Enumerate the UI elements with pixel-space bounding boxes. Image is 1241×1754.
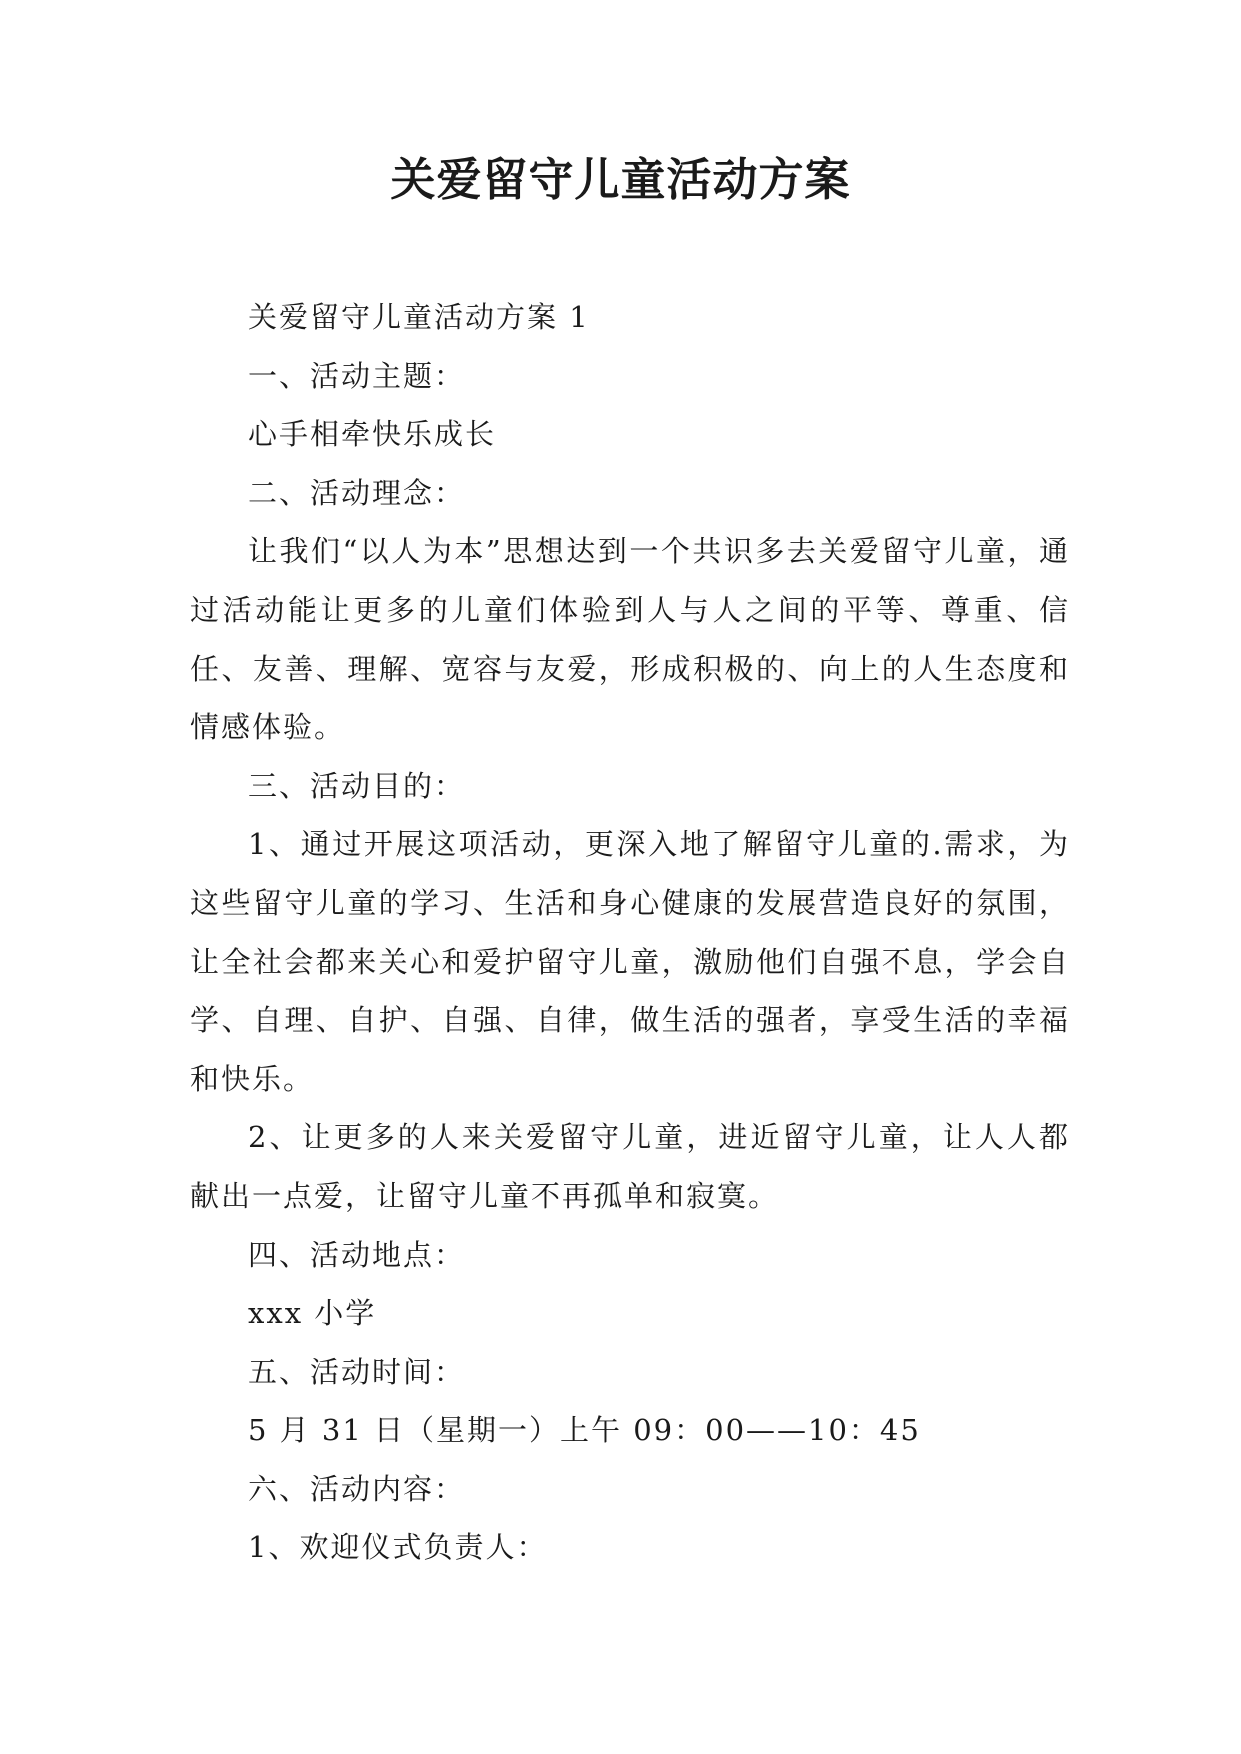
paragraph-content-1: 1、欢迎仪式负责人： bbox=[248, 1530, 548, 1565]
paragraph-purpose-1: 1、通过开展这项活动，更深入地了解留守儿童的.需求，为这些留守儿童的学习、生活和身心健康的发展营造良好的氛围，让全社会都来关心和爱护留守儿童，激励他们自强不息，学会自学、自理、自护、自强、自律，做生活的强者，享受生活的幸福和快乐。 bbox=[190, 827, 1070, 1096]
paragraph-concept: 让我们“以人为本”思想达到一个共识多去关爱留守儿童，通过活动能让更多的儿童们体验到人与人之间的平等、尊重、信任、友善、理解、宽容与友爱，形成积极的、向上的人生态度和情感体验。 bbox=[190, 534, 1070, 745]
document-title: 关爱留守儿童活动方案 bbox=[390, 153, 851, 206]
paragraph-theme: 心手相牵快乐成长 bbox=[248, 417, 497, 452]
section-heading-location: 四、活动地点： bbox=[248, 1237, 466, 1272]
paragraph-subtitle: 关爱留守儿童活动方案 1 bbox=[248, 300, 590, 334]
paragraph-purpose-2: 2、让更多的人来关爱留守儿童，进近留守儿童，让人人都献出一点爱，让留守儿童不再孤单和寂寞。 bbox=[190, 1120, 1070, 1213]
section-heading-time: 五、活动时间： bbox=[248, 1354, 466, 1389]
section-heading-purpose: 三、活动目的： bbox=[248, 768, 466, 803]
document-body bbox=[190, 288, 1070, 1577]
section-heading-content: 六、活动内容： bbox=[248, 1471, 466, 1506]
section-heading-theme: 一、活动主题： bbox=[248, 358, 466, 393]
paragraph-location: xxx 小学 bbox=[248, 1296, 377, 1331]
paragraph-time: 5 月 31 日（星期一）上午 09：00——10：45 bbox=[248, 1413, 921, 1448]
section-heading-concept: 二、活动理念： bbox=[248, 475, 466, 510]
